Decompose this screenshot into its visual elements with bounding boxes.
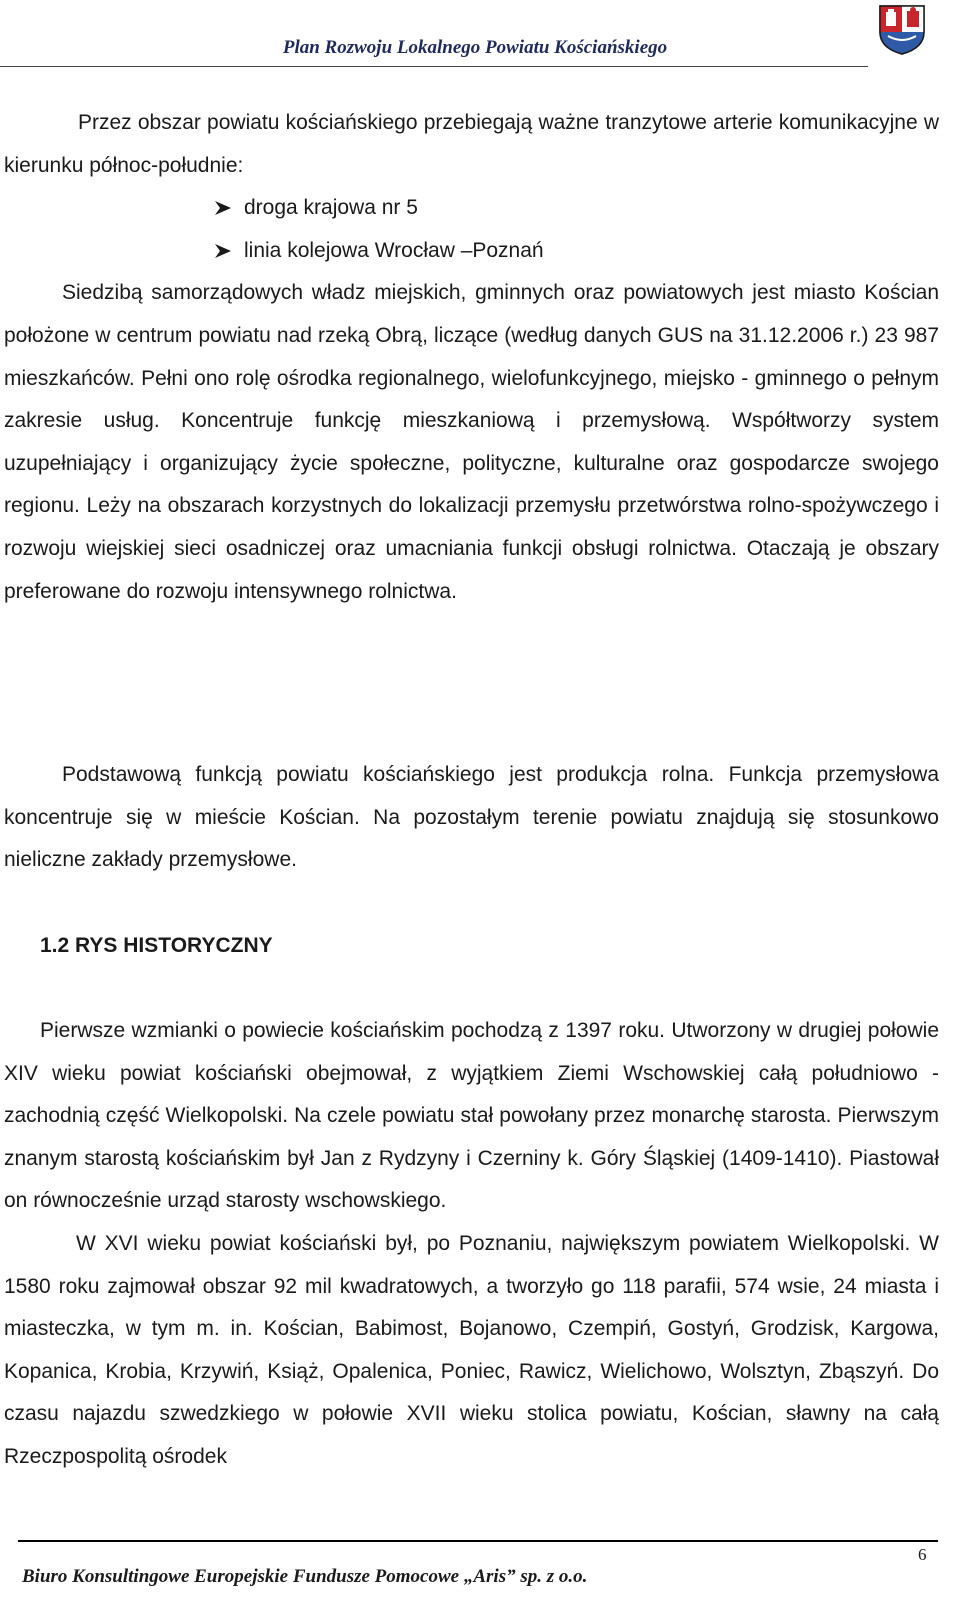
paragraph-transport: Przez obszar powiatu kościańskiego przebiegają ważne tranzytowe arterie komunikacyjne w kierunku północ-południe: <box>4 111 939 177</box>
page-header-title: Plan Rozwoju Lokalnego Powiatu Kościańskiego <box>282 37 668 58</box>
paragraph-history-1: Pierwsze wzmianki o powiecie kościańskim pochodzą z 1397 roku. Utworzony w drugiej połowie XIV wieku powiat kościański obejmował, z wyjątkiem Ziemi Wschowskiej całą południowo - zachodnią część Wielkopolski. Na czele powiatu stał powołany przez monarchę starosta. Pierwszym znanym starostą kościańskim był Jan z Rydzyny i Czerniny k. Góry Śląskiej (1409-1410). Piastował on równocześnie urząd starosty wschowskiego. <box>4 1019 939 1213</box>
bullet-list <box>4 187 939 272</box>
bullet-label: linia kolejowa Wrocław –Poznań <box>244 238 544 262</box>
intro-section <box>4 102 939 613</box>
paragraph-koscian: Siedzibą samorządowych władz miejskich, gminnych oraz powiatowych jest miasto Kościan położone w centrum powiatu nad rzeką Obrą, liczące (według danych GUS na 31.12.2006 r.) 23 987 mieszkańców. Pełni ono rolę ośrodka regionalnego, wielofunkcyjnego, miejsko - gminnego o pełnym zakresie usług. Koncentruje funkcję mieszkaniową i przemysłową. Współtworzy system uzupełniający i organizujący życie społeczne, polityczne, kulturalne oraz gospodarcze swojego regionu. Leży na obszarach korzystnych do lokalizacji przemysłu przetwórstwa rolno-spożywczego i rozwoju wiejskiej sieci osadniczej oraz umacniania funkcji obsługi rolnictwa. Otaczają je obszary preferowane do rozwoju intensywnego rolnictwa. <box>4 281 939 603</box>
coat-of-arms-icon <box>874 2 930 56</box>
function-section <box>4 754 939 882</box>
bullet-label: droga krajowa nr 5 <box>244 196 418 220</box>
paragraph-history-2: W XVI wieku powiat kościański był, po Poznaniu, największym powiatem Wielkopolski. W 1580 roku zajmował obszar 92 mil kwadratowych, a tworzyło go 118 parafii, 574 wsie, 24 miasta i miasteczka, w tym m. in. Kościan, Babimost, Bojanowo, Czempiń, Gostyń, Grodzisk, Kargowa, Kopanica, Krobia, Krzywiń, Książ, Opalenica, Poniec, Rawicz, Wielichowo, Wolsztyn, Zbąszyń. Do czasu najazdu szwedzkiego w połowie XVII wieku stolica powiatu, Kościan, sławny na całą Rzeczpospolitą ośrodek <box>4 1231 939 1468</box>
history-section <box>4 1010 939 1479</box>
list-item <box>4 230 939 273</box>
arrow-bullet-icon <box>212 230 234 272</box>
page-number: 6 <box>918 1545 927 1564</box>
header-divider <box>0 66 868 67</box>
list-item <box>4 187 939 230</box>
paragraph-function: Podstawową funkcją powiatu kościańskiego jest produkcja rolna. Funkcja przemysłowa koncentruje się w mieście Kościan. Na pozostałym terenie powiatu znajdują się stosunkowo nieliczne zakłady przemysłowe. <box>4 763 939 872</box>
section-heading: 1.2 RYS HISTORYCZNY <box>40 934 273 957</box>
footer-text: Biuro Konsultingowe Europejskie Fundusze Pomocowe „Aris” sp. z o.o. <box>22 1566 588 1587</box>
arrow-bullet-icon <box>212 187 234 229</box>
footer-divider <box>18 1540 938 1542</box>
